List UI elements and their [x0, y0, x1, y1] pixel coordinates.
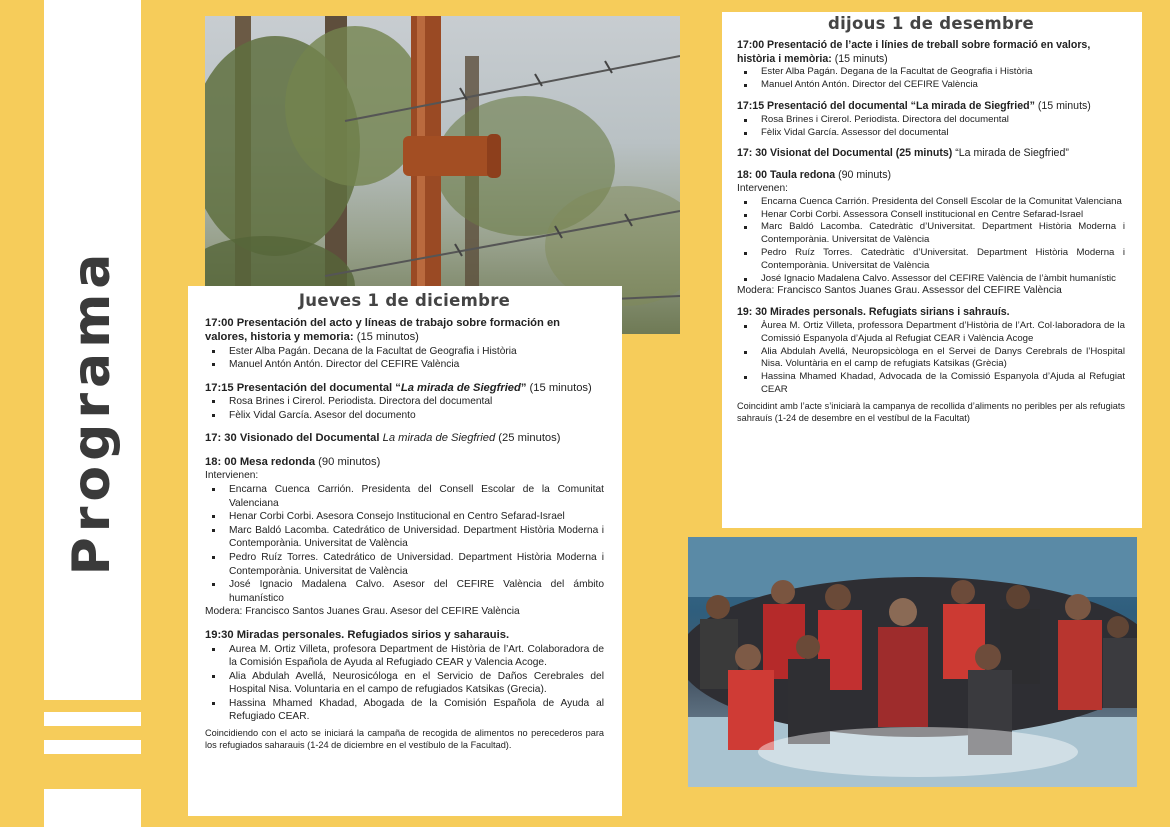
session-screening	[205, 431, 604, 446]
session-heading: 18: 00 Taula redona	[737, 169, 836, 182]
session-heading: 17:00 Presentación del acto y líneas de trabajo sobre formación en valores, historia y memoria:	[205, 316, 561, 344]
session-heading: 19:30 Miradas personales. Refugiados sirios y saharauis.	[205, 629, 510, 641]
session-heading: 17:15 Presentación del documental “	[205, 381, 401, 394]
session-presentation	[205, 316, 604, 372]
documentary-title: La mirada de Siegfried	[400, 381, 521, 394]
documentary-title: “La mirada de Siegfried”	[952, 147, 1069, 160]
list-item: Fèlix Vidal García. Assessor del documental	[761, 127, 1125, 140]
list-item: Marc Baldó Lacomba. Catedràtic d’Universitat. Department Història Moderna i Contemporània. Universitat de València	[761, 221, 1125, 246]
session-personal-views	[205, 628, 604, 724]
list-item: Rosa Brines i Cirerol. Periodista. Directora del documental	[761, 114, 1125, 127]
list-item: Henar Corbi Corbi. Assessora Consell institucional en Centre Sefarad-Israel	[761, 209, 1125, 222]
session-screening	[737, 147, 1125, 161]
food-drive-note: Coincidint amb l’acte s’iniciarà la campanya de recollida d’aliments no peribles per als refugiats sahrauís (1-24 de desembre en el vestíbul de la Facultat)	[737, 400, 1125, 424]
list-item: Henar Corbi Corbi. Asesora Consejo Institucional en Centro Sefarad-Israel	[229, 510, 604, 524]
list-item: Marc Baldó Lacomba. Catedrático de Universidad. Department Història Moderna i Contemporània. Universitat de València	[229, 524, 604, 550]
program-title: Programa	[62, 248, 122, 576]
list-item: Manuel Antón Antón. Director del CEFIRE València	[761, 79, 1125, 92]
session-documentary-presentation	[737, 100, 1125, 139]
list-item: Àurea M. Ortiz Villeta, professora Department d’Història de l’Art. Col·laboradora de la Comissió Espanyola d’Ajuda al Refugiat CEAR i València Acoge	[761, 319, 1125, 344]
speakers-label: Intervienen:	[205, 470, 259, 482]
list-item: Pedro Ruíz Torres. Catedràtic d’Universitat. Department Història Moderna i Contemporània. Universitat de València	[761, 246, 1125, 271]
session-heading: 18: 00 Mesa redonda	[205, 455, 316, 468]
list-item: Manuel Antón Antón. Director del CEFIRE València	[229, 358, 604, 372]
session-heading: 17:00 Presentació de l’acte i línies de treball sobre formació en valors, història i memòria:	[737, 38, 1091, 65]
moderator: Modera: Francisco Santos Juanes Grau. Asesor del CEFIRE València	[205, 606, 520, 618]
list-item: Ester Alba Pagán. Decana de la Facultat de Geografia i Història	[229, 345, 604, 359]
session-round-table	[205, 455, 604, 619]
session-round-table	[737, 169, 1125, 298]
list-item: Hassina Mhamed Khadad, Advocada de la Comissió Espanyola d’Ajuda al Refugiat CEAR	[761, 371, 1125, 395]
list-item: Encarna Cuenca Carrión. Presidenta del Consell Escolar de la Comunitat Valenciana	[761, 196, 1125, 209]
session-duration: (25 minutos)	[495, 432, 561, 445]
session-duration: (15 minuts)	[831, 52, 888, 65]
session-duration: (90 minuts)	[835, 169, 892, 182]
list-item: Alia Abdulah Avellá, Neuropsicòloga en el Servei de Danys Cerebrals de l’Hospital Nisa. Voluntària en el camp de refugiats Katsikas (Grècia)	[761, 345, 1125, 370]
decor-bar	[44, 789, 141, 827]
decor-bar	[44, 740, 141, 754]
decor-bar	[44, 712, 141, 726]
session-heading: 17: 30 Visionado del Documental	[205, 432, 383, 445]
session-documentary-presentation	[205, 381, 604, 423]
session-personal-views	[737, 306, 1125, 397]
list-item: Rosa Brines i Cirerol. Periodista. Directora del documental	[229, 395, 604, 409]
session-heading: 19: 30 Mirades personals. Refugiats sirians i sahrauís.	[737, 306, 1010, 319]
list-item: Fèlix Vidal García. Asesor del documento	[229, 409, 604, 423]
session-presentation	[737, 39, 1125, 92]
moderator: Modera: Francisco Santos Juanes Grau. Assessor del CEFIRE València	[737, 285, 1062, 297]
session-heading-end: ”	[520, 381, 527, 394]
list-item: José Ignacio Madalena Calvo. Asesor del CEFIRE València del ámbito humanístico	[229, 579, 604, 604]
list-item: Alia Abdulah Avellá, Neurosicóloga en el Servicio de Daños Cerebrales del Hospital Nisa. Voluntaria en el campo de refugiados Katsikas (Grecia).	[229, 670, 604, 696]
list-item: Ester Alba Pagán. Degana de la Facultat de Geografia i Història	[761, 66, 1125, 79]
speakers-label: Intervenen:	[737, 182, 788, 194]
refugees-boat-photo	[688, 537, 1137, 787]
session-heading: 17:15 Presentació del documental “La mirada de Siegfried”	[737, 99, 1035, 112]
session-duration: (90 minutos)	[315, 455, 381, 468]
session-duration: (15 minutos)	[526, 381, 592, 394]
documentary-title: La mirada de Siegfried	[382, 432, 496, 445]
list-item: Aurea M. Ortiz Villeta, profesora Department de Història de l’Art. Colaboradora de la Comisión Española de Ayuda al Refugiado CEAR y Valencia Acoge.	[229, 643, 604, 669]
program-panel-catalan	[722, 12, 1142, 528]
list-item: Hassina Mhamed Khadad, Abogada de la Comisión Española de Ayuda al Refugiado CEAR.	[229, 697, 604, 723]
session-duration: (15 minuts)	[1034, 99, 1091, 112]
food-drive-note: Coincidiendo con el acto se iniciará la campaña de recogida de alimentos no perecederos para los refugiados saharauis (1-24 de diciembre en el vestíbulo de la Facultad).	[205, 728, 604, 751]
list-item: Pedro Ruíz Torres. Catedrático de Universidad. Department Història Moderna i Contemporània. Universitat de València	[229, 552, 604, 577]
program-panel-spanish	[188, 286, 622, 816]
list-item: Encarna Cuenca Carrión. Presidenta del Consell Escolar de la Comunitat Valenciana	[229, 484, 604, 509]
list-item: José Ignacio Madalena Calvo. Assessor del CEFIRE València de l’àmbit humanístic	[761, 273, 1125, 286]
session-heading: 17: 30 Visionat del Documental (25 minuts)	[737, 147, 953, 160]
panel-title: dijous 1 de desembre	[827, 14, 1035, 33]
panel-title: Jueves 1 de diciembre	[298, 291, 511, 310]
session-duration: (15 minutos)	[353, 331, 419, 344]
